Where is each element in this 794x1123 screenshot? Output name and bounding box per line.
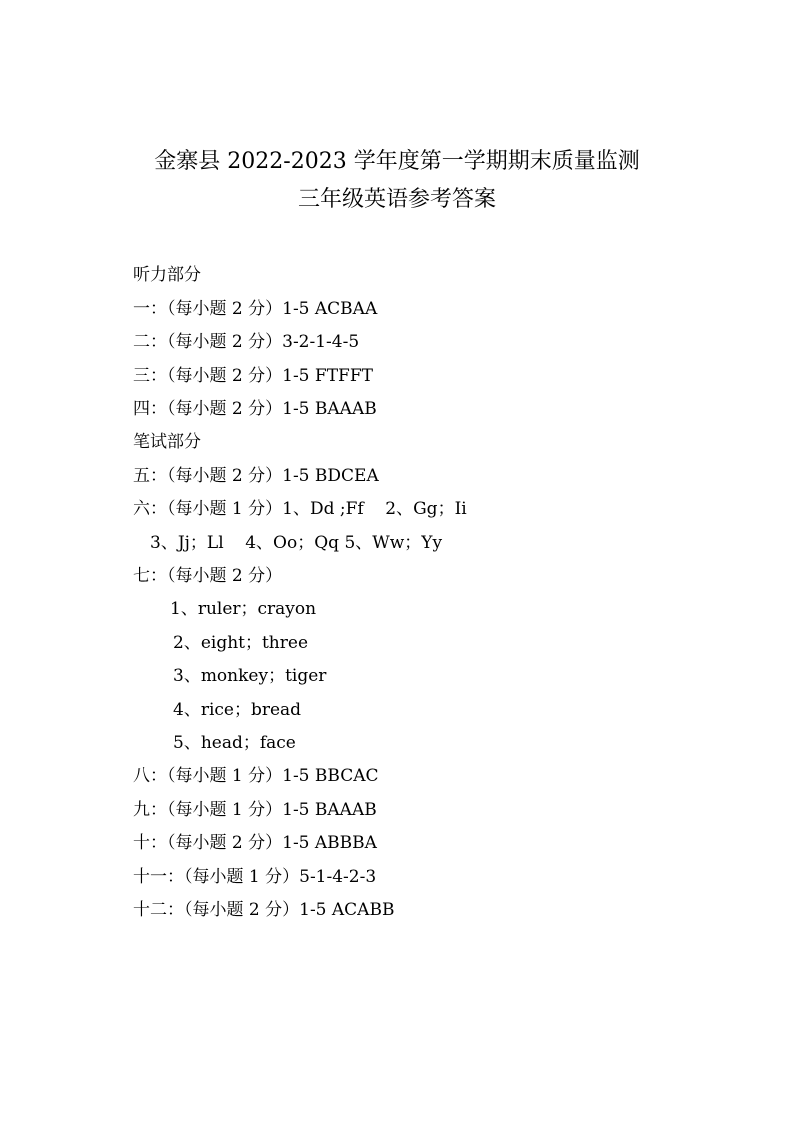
answer-line-3: 三：（每小题 2 分）1-5 FTFFT [133, 366, 373, 386]
section-heading-written: 笔试部分 [133, 432, 201, 452]
answer-line-7-item-4: 4、rice；bread [173, 700, 302, 720]
answer-line-8: 八：（每小题 1 分）1-5 BBCAC [133, 766, 379, 786]
answer-line-10: 十：（每小题 2 分）1-5 ABBBA [133, 833, 377, 853]
document-subtitle: 三年级英语参考答案 [297, 187, 496, 212]
answer-line-5: 五：（每小题 2 分）1-5 BDCEA [133, 466, 379, 486]
answer-line-12: 十二：（每小题 2 分）1-5 ACABB [133, 900, 395, 920]
answer-line-7-item-3: 3、monkey；tiger [173, 666, 327, 686]
answer-line-6: 六：（每小题 1 分）1、Dd ;Ff 2、Gg；Ii [133, 499, 467, 519]
answer-line-6-continued: 3、Jj；Ll 4、Oo；Qq 5、Ww；Yy [150, 533, 443, 553]
answer-line-7-item-1: 1、ruler；crayon [170, 599, 317, 619]
answer-line-7: 七：（每小题 2 分） [133, 566, 283, 586]
answer-line-11: 十一：（每小题 1 分）5-1-4-2-3 [133, 867, 377, 887]
answer-line-1: 一：（每小题 2 分）1-5 ACBAA [133, 299, 378, 319]
answer-line-7-item-5: 5、head；face [173, 733, 296, 753]
document-title: 金寨县 2022-2023 学年度第一学期期末质量监测 [154, 149, 640, 174]
answer-line-4: 四：（每小题 2 分）1-5 BAAAB [133, 399, 377, 419]
answer-line-7-item-2: 2、eight；three [173, 633, 309, 653]
section-heading-listening: 听力部分 [133, 265, 201, 285]
answer-line-2: 二：（每小题 2 分）3-2-1-4-5 [133, 332, 360, 352]
answer-line-9: 九：（每小题 1 分）1-5 BAAAB [133, 800, 377, 820]
